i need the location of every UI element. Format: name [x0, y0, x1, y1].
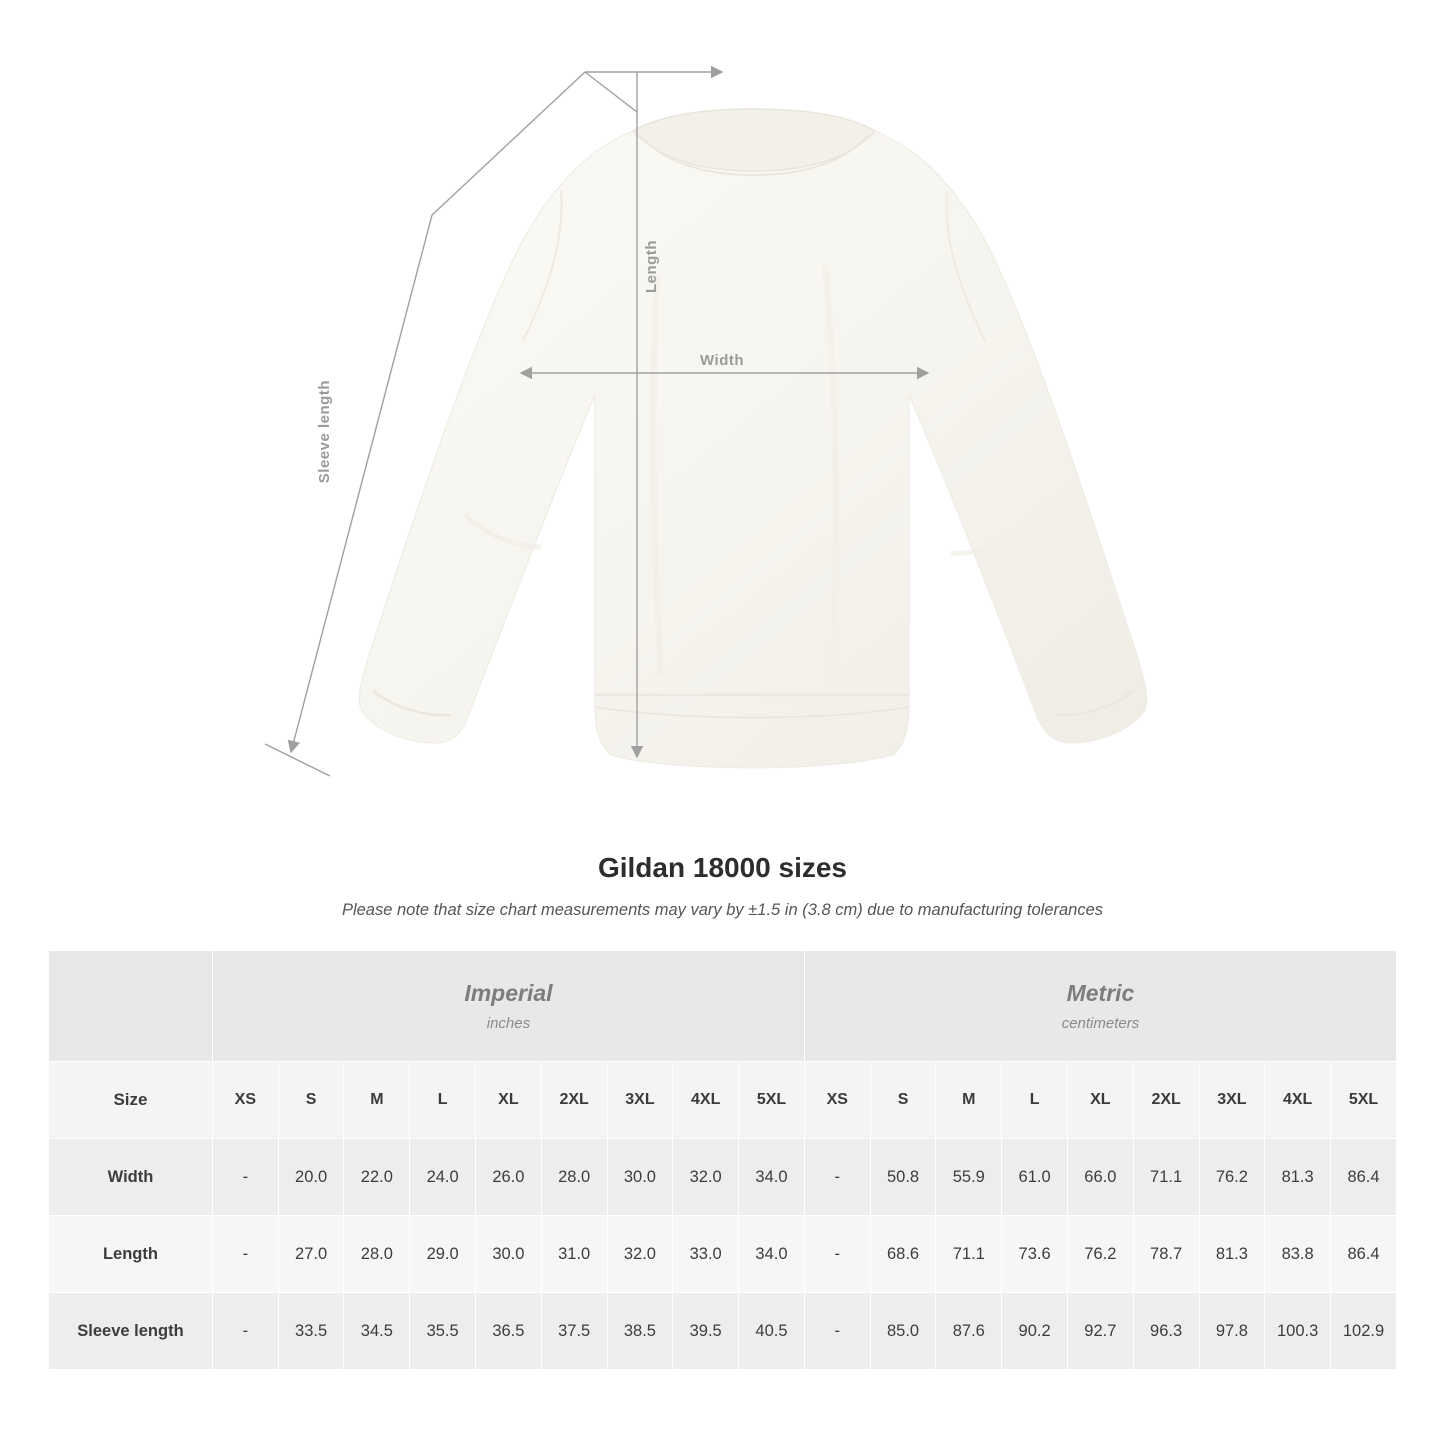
measurement-cell: 71.1 — [936, 1216, 1002, 1293]
measurement-cell: 86.4 — [1331, 1216, 1397, 1293]
measurement-cell: 71.1 — [1133, 1139, 1199, 1216]
measurement-cell: 36.5 — [476, 1293, 542, 1370]
size-header-cell: S — [278, 1062, 344, 1139]
measurement-cell: 96.3 — [1133, 1293, 1199, 1370]
size-header-cell: XS — [212, 1062, 278, 1139]
measurement-cell: - — [804, 1216, 870, 1293]
measurement-cell: 83.8 — [1265, 1216, 1331, 1293]
page-title: Gildan 18000 sizes — [597, 852, 848, 883]
unit-imperial-sub: inches — [486, 1015, 531, 1032]
unit-group-metric — [804, 951, 1396, 1062]
measurement-cell: 30.0 — [607, 1139, 673, 1216]
table-row — [49, 1139, 1397, 1216]
measurement-cell: 97.8 — [1199, 1293, 1265, 1370]
size-header-cell: XS — [804, 1062, 870, 1139]
length-annotation-label: Length — [643, 240, 660, 293]
size-header-cell: M — [936, 1062, 1002, 1139]
size-header-row — [49, 1062, 1397, 1139]
width-annotation-label: Width — [700, 352, 745, 369]
measurement-cell: 40.5 — [739, 1293, 805, 1370]
table-row — [49, 1293, 1397, 1370]
size-header-cell: S — [870, 1062, 936, 1139]
measurement-cell: 24.0 — [410, 1139, 476, 1216]
measurement-cell: 73.6 — [1002, 1216, 1068, 1293]
measurement-cell: 34.5 — [344, 1293, 410, 1370]
measurement-cell: - — [212, 1216, 278, 1293]
measurement-cell: 34.0 — [739, 1139, 805, 1216]
measurement-cell: 76.2 — [1067, 1216, 1133, 1293]
size-chart-table — [48, 950, 1397, 1370]
measurement-cell: 22.0 — [344, 1139, 410, 1216]
measurement-cell: 55.9 — [936, 1139, 1002, 1216]
size-header-cell: 4XL — [673, 1062, 739, 1139]
size-header-cell: 4XL — [1265, 1062, 1331, 1139]
measurement-cell: 37.5 — [541, 1293, 607, 1370]
measurement-cell: 61.0 — [1002, 1139, 1068, 1216]
measurement-cell: 20.0 — [278, 1139, 344, 1216]
size-header-cell: XL — [1067, 1062, 1133, 1139]
measurement-cell: 33.5 — [278, 1293, 344, 1370]
measurement-cell: 90.2 — [1002, 1293, 1068, 1370]
unit-metric-name: Metric — [1066, 980, 1135, 1006]
size-header-cell: XL — [476, 1062, 542, 1139]
measurement-cell: 32.0 — [607, 1216, 673, 1293]
measurement-cell: 76.2 — [1199, 1139, 1265, 1216]
size-header-cell: L — [1002, 1062, 1068, 1139]
sleeve-length-annotation-label: Sleeve length — [316, 380, 333, 484]
size-header-cell: 2XL — [1133, 1062, 1199, 1139]
measurement-cell: - — [804, 1139, 870, 1216]
unit-header-spacer — [49, 951, 213, 1062]
measurement-cell: 100.3 — [1265, 1293, 1331, 1370]
measurement-cell: 66.0 — [1067, 1139, 1133, 1216]
measurement-cell: 26.0 — [476, 1139, 542, 1216]
measurement-cell: - — [212, 1293, 278, 1370]
size-header-cell: L — [410, 1062, 476, 1139]
unit-group-imperial — [212, 951, 804, 1062]
measurement-cell: 27.0 — [278, 1216, 344, 1293]
measurement-cell: 50.8 — [870, 1139, 936, 1216]
row-label-sleeve-length: Sleeve length — [49, 1293, 213, 1370]
measurement-cell: - — [804, 1293, 870, 1370]
row-header-size: Size — [49, 1062, 213, 1139]
measurement-cell: 102.9 — [1331, 1293, 1397, 1370]
measurement-cell: 68.6 — [870, 1216, 936, 1293]
size-header-cell: 5XL — [739, 1062, 805, 1139]
row-label-length: Length — [49, 1216, 213, 1293]
measurement-cell: 92.7 — [1067, 1293, 1133, 1370]
measurement-cell: 29.0 — [410, 1216, 476, 1293]
measurement-cell: 30.0 — [476, 1216, 542, 1293]
measurement-cell: 87.6 — [936, 1293, 1002, 1370]
measurement-cell: 31.0 — [541, 1216, 607, 1293]
size-header-cell: 2XL — [541, 1062, 607, 1139]
measurement-cell: 35.5 — [410, 1293, 476, 1370]
title-block — [0, 852, 1445, 920]
unit-metric-sub: centimeters — [1061, 1015, 1140, 1032]
measurement-cell: 33.0 — [673, 1216, 739, 1293]
measurement-cell: 86.4 — [1331, 1139, 1397, 1216]
measurement-cell: 32.0 — [673, 1139, 739, 1216]
measurement-cell: 28.0 — [344, 1216, 410, 1293]
measurement-cell: 81.3 — [1265, 1139, 1331, 1216]
measurement-cell: 28.0 — [541, 1139, 607, 1216]
unit-header-row — [49, 951, 1397, 1062]
measurement-cell: 34.0 — [739, 1216, 805, 1293]
measurement-cell: 85.0 — [870, 1293, 936, 1370]
unit-imperial-name: Imperial — [464, 980, 553, 1006]
measurement-cell: 78.7 — [1133, 1216, 1199, 1293]
measurement-cell: 39.5 — [673, 1293, 739, 1370]
size-header-cell: 5XL — [1331, 1062, 1397, 1139]
table-row — [49, 1216, 1397, 1293]
measurement-cell: 81.3 — [1199, 1216, 1265, 1293]
size-header-cell: 3XL — [607, 1062, 673, 1139]
measurement-cell: 38.5 — [607, 1293, 673, 1370]
tolerance-note: Please note that size chart measurements may vary by ±1.5 in (3.8 cm) due to manufacturing tolerances — [341, 901, 1104, 919]
size-header-cell: 3XL — [1199, 1062, 1265, 1139]
size-chart-table-wrap — [48, 950, 1397, 1370]
row-label-width: Width — [49, 1139, 213, 1216]
size-header-cell: M — [344, 1062, 410, 1139]
measurement-cell: - — [212, 1139, 278, 1216]
